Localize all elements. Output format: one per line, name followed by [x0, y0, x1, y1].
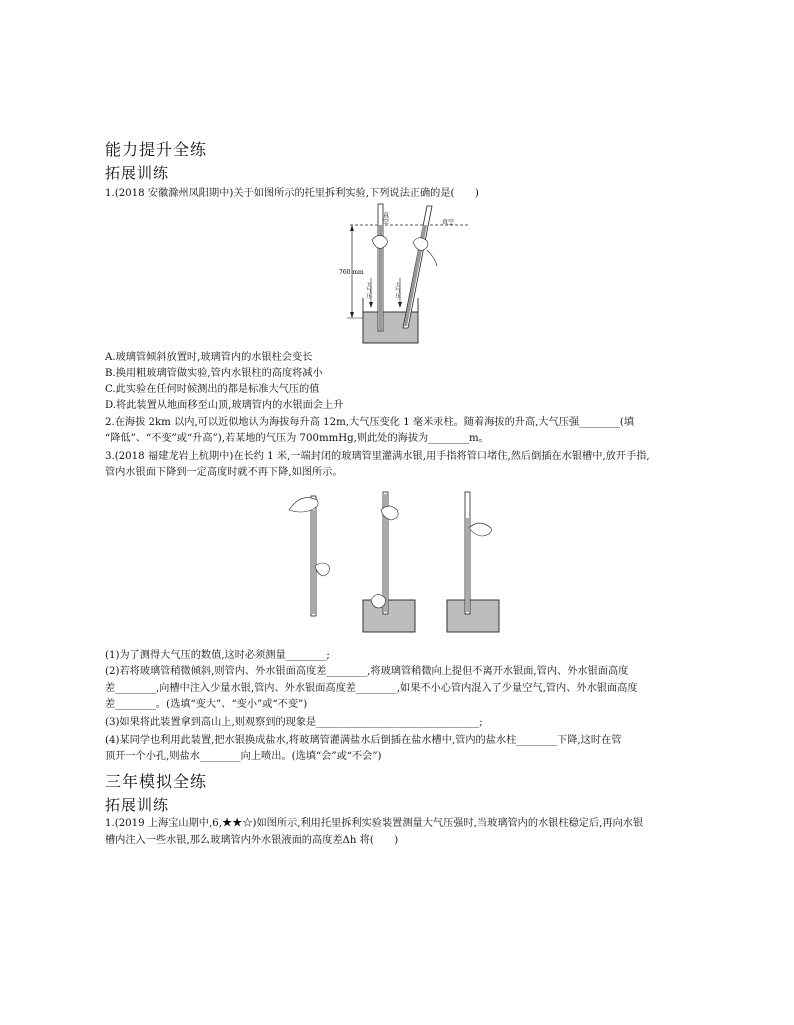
q1-option-b: B.换用粗玻璃管做实验,管内水银柱的高度将减小: [105, 368, 323, 379]
vacuum-label-right: 真空: [442, 219, 455, 226]
section-heading-2: 三年模拟全练: [105, 772, 208, 791]
q3-sub-4a: (4)某同学也利用此装置,把水银换成盐水,将玻璃管灌满盐水后倒插在盐水槽中,管内的盐水柱________下降,这时在管: [105, 735, 622, 746]
q3-sub-2b: 差________,向槽中注入少量水银,管内、外水银面高度差________,如果不小心管内混入了少量空气,管内、外水银面高度: [105, 683, 638, 694]
subsection-heading-1: 拓展训练: [105, 164, 170, 182]
q3-sub-4b: 顶开一个小孔,则盐水________向上喷出。(选填“会”或“不会”): [105, 751, 382, 762]
subsection-heading-2: 拓展训练: [105, 796, 170, 814]
height-label: 760 mm: [339, 269, 364, 276]
experiment-steps-figure: [285, 488, 505, 636]
q1-option-a: A.玻璃管倾斜放置时,玻璃管内的水银柱会变长: [105, 352, 313, 363]
question-1-stem: 1.(2018 安徽滁州凤阳期中)关于如图所示的托里拆利实验,下列说法正确的是( ): [105, 188, 479, 199]
question-3-line-2: 管内水银面下降到一定高度时就不再下降,如图所示。: [105, 467, 343, 478]
question-3-line-1: 3.(2018 福建龙岩上杭期中)在长约 1 米,一端封闭的玻璃管里灌满水银,用手指将管口堵住,然后倒插在水银槽中,放开手指,: [105, 451, 650, 462]
section-heading-1: 能力提升全练: [105, 140, 208, 159]
q3-sub-2a: (2)若将玻璃管稍微倾斜,则管内、外水银面高度差________,将玻璃管稍微向上提但不离开水银面,管内、外水银面高度: [105, 666, 629, 677]
pressure-label-left: 大气压: [365, 282, 371, 299]
torricelli-figure: [330, 198, 480, 348]
q1-option-d: D.将此装置从地面移至山顶,玻璃管内的水银面会上升: [105, 400, 344, 411]
question-4-line-2: 槽内注入一些水银,那么玻璃管内外水银液面的高度差Δh 将( ): [105, 835, 399, 846]
q3-sub-2c: 差________。(选填“变大”、“变小”或“不变”): [105, 699, 308, 710]
q1-option-c: C.此实验在任何时候测出的都是标准大气压的值: [105, 384, 320, 395]
q3-sub-1: (1)为了测得大气压的数值,这时必须测量________;: [105, 650, 330, 661]
pressure-label-right: 大气压: [394, 282, 400, 299]
q3-sub-3: (3)如果将此装置拿到高山上,则观察到的现象是________________________________;: [105, 717, 483, 728]
question-2-line-2: “降低”、“不变”或“升高”),若某地的气压为 700mmHg,则此处的海拔为________m。: [105, 433, 489, 444]
question-4-line-1: 1.(2019 上海宝山期中,6,★★☆)如图所示,利用托里拆利实验装置测量大气压强时,当玻璃管内的水银柱稳定后,再向水银: [105, 818, 644, 829]
question-2-line-1: 2.在海拔 2km 以内,可以近似地认为海拔每升高 12m,大气压变化 1 毫米汞柱。随着海拔的升高,大气压强________(填: [105, 417, 635, 428]
vacuum-label-left: 真空: [381, 212, 389, 224]
